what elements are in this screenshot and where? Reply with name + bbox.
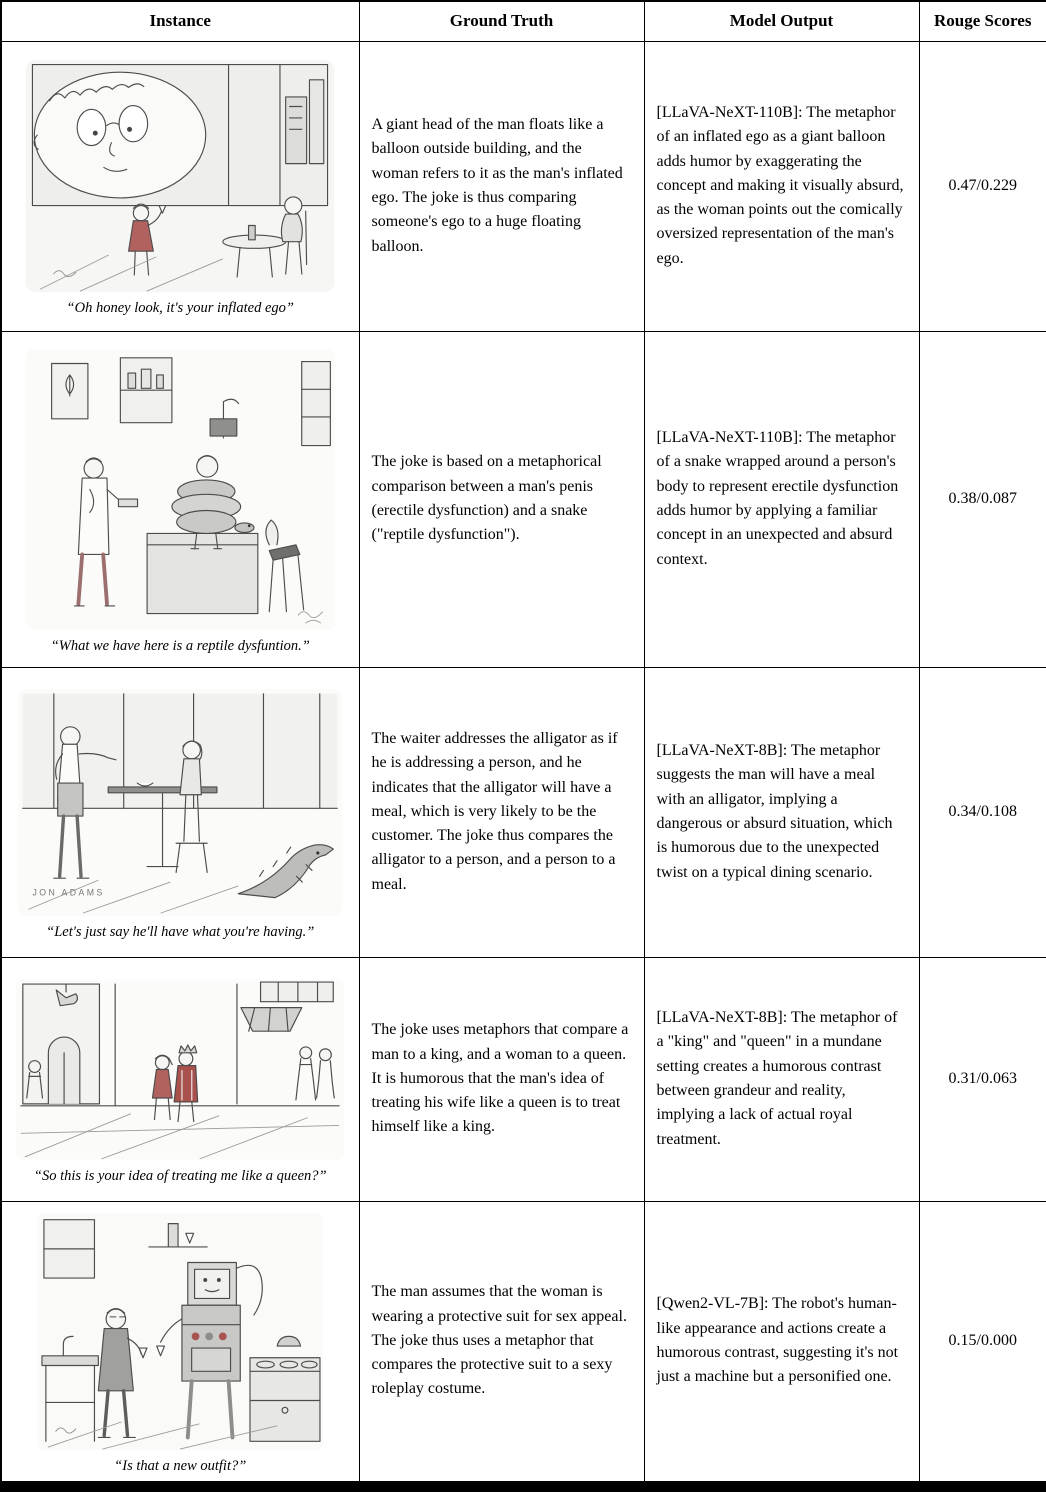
rouge-score: 0.38/0.087 <box>919 331 1046 667</box>
ground-truth-cell: The waiter addresses the alligator as if he is addressing a person, and he indicates that the alligator will have a meal, which is very likely to be the customer. The joke thus compares the alligator to a person, and a person to a meal. <box>359 667 644 957</box>
rouge-score: 0.31/0.063 <box>919 957 1046 1201</box>
header-model-output: Model Output <box>644 1 919 41</box>
cartoon-caption: “So this is your idea of treating me like a queen?” <box>33 1167 327 1184</box>
header-rouge-scores: Rouge Scores <box>919 1 1046 41</box>
cartoon-alligator-diner <box>15 686 345 919</box>
ground-truth-cell: The joke uses metaphors that compare a man to a king, and a woman to a queen. It is humorous that the man's idea of treating his wife like a queen is to treat himself like a king. <box>359 957 644 1201</box>
instance-cell <box>1 667 359 957</box>
instance-cell <box>1 957 359 1201</box>
cartoon-reptile-dysfunction <box>23 346 338 633</box>
model-output-cell: [LLaVA-NeXT-110B]: The metaphor of an inflated ego as a giant balloon adds humor by exaggerating the concept and making it visually absurd, as the woman points out the comically oversized representation of the man's ego. <box>644 41 919 331</box>
ground-truth-cell: A giant head of the man floats like a balloon outside building, and the woman refers to it as the man's inflated ego. The joke is thus comparing someone's ego to a huge floating balloon. <box>359 41 644 331</box>
header-ground-truth: Ground Truth <box>359 1 644 41</box>
table-row <box>1 331 1046 667</box>
rouge-score: 0.34/0.108 <box>919 667 1046 957</box>
rouge-score: 0.47/0.229 <box>919 41 1046 331</box>
cartoon-king-queen-street <box>13 976 347 1163</box>
model-output-cell: [LLaVA-NeXT-8B]: The metaphor suggests the man will have a meal with an alligator, implying a dangerous or absurd situation, which is humorous due to the unexpected twist on a typical dining scenario. <box>644 667 919 957</box>
instance-cell <box>1 331 359 667</box>
table-row <box>1 667 1046 957</box>
header-row <box>1 1 1046 41</box>
artist-signature: JON ADAMS <box>32 887 105 898</box>
ground-truth-cell: The man assumes that the woman is wearing a protective suit for sex appeal. The joke thus uses a metaphor that compares the protective suit to a sexy roleplay costume. <box>359 1201 644 1482</box>
cartoon-inflated-ego <box>20 57 340 295</box>
model-output-cell: [Qwen2-VL-7B]: The robot's human-like appearance and actions create a humorous contrast, suggesting it's not just a machine but a personified one. <box>644 1201 919 1482</box>
rouge-score: 0.15/0.000 <box>919 1201 1046 1482</box>
table-row <box>1 41 1046 331</box>
table-row <box>1 957 1046 1201</box>
model-output-cell: [LLaVA-NeXT-8B]: The metaphor of a "king" and "queen" in a mundane setting creates a humorous contrast between grandeur and reality, implying a lack of actual royal treatment. <box>644 957 919 1201</box>
cartoon-caption: “Oh honey look, it's your inflated ego” <box>66 300 294 316</box>
header-instance: Instance <box>1 1 359 41</box>
table-row <box>1 1201 1046 1482</box>
cartoon-robot-kitchen <box>34 1210 326 1453</box>
ground-truth-cell: The joke is based on a metaphorical comparison between a man's penis (erectile dysfunction) and a snake ("reptile dysfunction"). <box>359 331 644 667</box>
page-bottom-edge <box>0 1483 1046 1492</box>
instance-cell <box>1 41 359 331</box>
cartoon-caption: “Is that a new outfit?” <box>114 1457 247 1474</box>
model-output-cell: [LLaVA-NeXT-110B]: The metaphor of a snake wrapped around a person's body to represent erectile dysfunction adds humor by applying a familiar concept in an unexpected and absurd context. <box>644 331 919 667</box>
instance-cell <box>1 1201 359 1482</box>
cartoon-caption: “Let's just say he'll have what you're having.” <box>46 923 315 940</box>
cartoon-caption: “What we have here is a reptile dysfuntion.” <box>50 637 310 654</box>
